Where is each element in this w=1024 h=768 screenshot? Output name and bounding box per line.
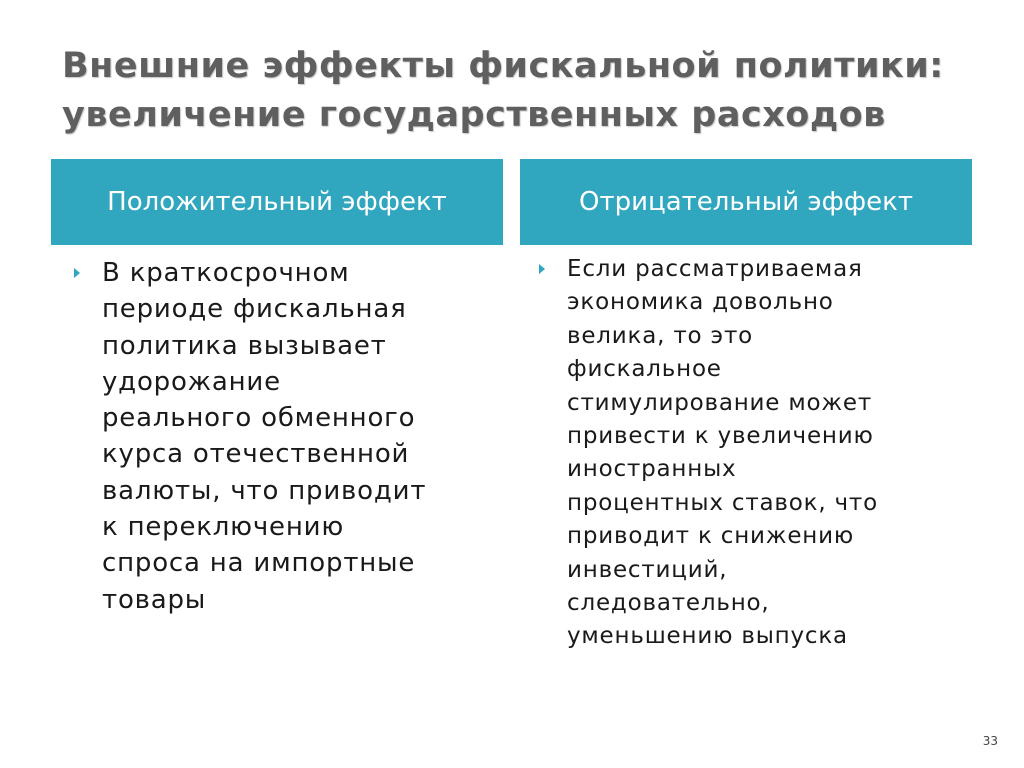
negative-effect-line: Если рассматриваемая (567, 256, 863, 282)
negative-effect-list (537, 253, 967, 654)
slide-title (62, 42, 1002, 140)
positive-effect-item (70, 255, 500, 618)
page-number: 33 (982, 734, 998, 748)
negative-effect-line: следовательно, (567, 590, 770, 617)
negative-effect-header: Отрицательный эффект (520, 159, 972, 245)
positive-effect-line: спроса на импортные (102, 548, 416, 579)
positive-effect-line: политика вызывает (102, 330, 387, 361)
negative-effect-line: экономика довольно (567, 289, 834, 316)
negative-effect-line: приводит к снижению (567, 523, 855, 550)
negative-effect-line: процентных ставок, что (567, 489, 879, 516)
negative-effect-line: велика, то это (567, 322, 754, 349)
triangle-right-icon (539, 264, 545, 274)
positive-effect-line: валюты, что приводит (102, 475, 427, 506)
negative-effect-line: фискальное (567, 356, 722, 383)
positive-effect-line: удорожание (102, 366, 281, 397)
negative-effect-line: стимулирование может (567, 389, 873, 416)
negative-effect-line: уменьшению выпуска (567, 623, 848, 650)
slide-title-line-2: увеличение государственных расходов (62, 95, 886, 135)
slide-title-line-1: Внешние эффекты фискальной политики: (62, 46, 944, 86)
positive-effect-text (102, 255, 426, 618)
triangle-right-icon (74, 268, 80, 278)
positive-effect-line: к переключению (102, 512, 345, 543)
positive-effect-list (70, 255, 500, 618)
positive-effect-line: курса отечественной (102, 439, 410, 470)
negative-effect-line: иностранных (567, 456, 737, 483)
positive-effect-line: периоде фискальная (102, 294, 407, 325)
negative-effect-line: привести к увеличению (567, 423, 874, 450)
negative-effect-item (537, 253, 967, 654)
positive-effect-line: реального обменного (102, 403, 416, 434)
positive-effect-line: В краткосрочном (102, 258, 350, 288)
negative-effect-line: инвестиций, (567, 556, 728, 583)
negative-effect-text (567, 253, 878, 654)
positive-effect-header: Положительный эффект (51, 159, 503, 245)
positive-effect-line: товары (102, 584, 207, 615)
